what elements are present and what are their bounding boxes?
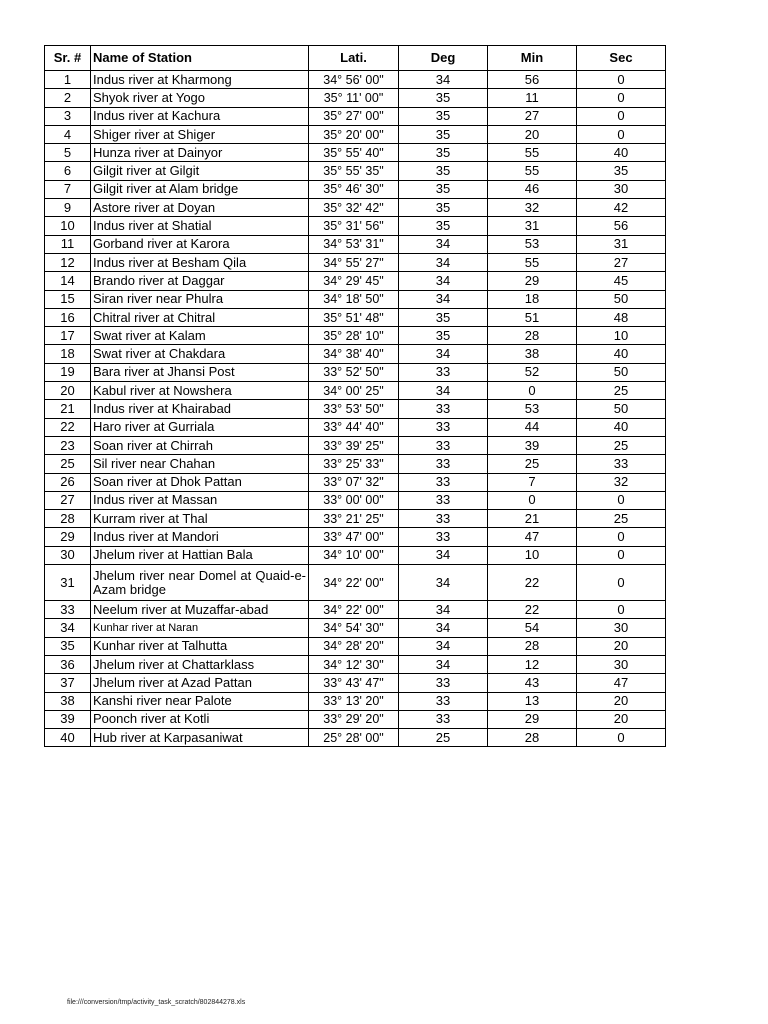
cell-sr: 10 [45,217,91,235]
cell-minutes: 28 [488,729,577,747]
table-row [45,619,666,637]
cell-sr: 31 [45,565,91,601]
cell-seconds: 50 [577,290,666,308]
cell-seconds: 0 [577,601,666,619]
cell-station-name: Gilgit river at Alam bridge [91,180,309,198]
cell-latitude: 34° 12' 30" [309,655,399,673]
cell-degrees: 34 [399,382,488,400]
cell-degrees: 33 [399,510,488,528]
cell-station-name: Neelum river at Muzaffar-abad [91,601,309,619]
table-row [45,180,666,198]
cell-sr: 16 [45,308,91,326]
cell-station-name: Sil river near Chahan [91,455,309,473]
cell-station-name: Swat river at Chakdara [91,345,309,363]
header-sr: Sr. # [45,46,91,71]
table-row [45,272,666,290]
cell-sr: 29 [45,528,91,546]
table-row [45,71,666,89]
cell-latitude: 33° 13' 20" [309,692,399,710]
cell-minutes: 54 [488,619,577,637]
cell-latitude: 33° 43' 47" [309,674,399,692]
cell-degrees: 34 [399,345,488,363]
cell-station-name: Swat river at Kalam [91,327,309,345]
cell-minutes: 25 [488,455,577,473]
table-row [45,162,666,180]
table-row [45,308,666,326]
cell-degrees: 33 [399,400,488,418]
cell-seconds: 0 [577,565,666,601]
cell-degrees: 35 [399,327,488,345]
cell-degrees: 34 [399,253,488,271]
cell-sr: 33 [45,601,91,619]
cell-degrees: 35 [399,217,488,235]
cell-degrees: 33 [399,674,488,692]
table-row [45,400,666,418]
table-row [45,327,666,345]
cell-seconds: 0 [577,491,666,509]
cell-minutes: 0 [488,491,577,509]
cell-seconds: 48 [577,308,666,326]
cell-degrees: 34 [399,235,488,253]
header-min: Min [488,46,577,71]
cell-degrees: 35 [399,308,488,326]
cell-degrees: 34 [399,601,488,619]
cell-latitude: 33° 07' 32" [309,473,399,491]
cell-station-name: Soan river at Chirrah [91,436,309,454]
cell-seconds: 40 [577,345,666,363]
cell-seconds: 50 [577,363,666,381]
table-row [45,491,666,509]
cell-degrees: 34 [399,71,488,89]
cell-station-name: Kabul river at Nowshera [91,382,309,400]
cell-degrees: 33 [399,418,488,436]
cell-minutes: 55 [488,144,577,162]
cell-seconds: 45 [577,272,666,290]
cell-station-name: Indus river at Kharmong [91,71,309,89]
table-row [45,345,666,363]
cell-latitude: 25° 28' 00" [309,729,399,747]
cell-degrees: 34 [399,546,488,564]
cell-station-name: Indus river at Khairabad [91,400,309,418]
cell-sr: 17 [45,327,91,345]
cell-minutes: 39 [488,436,577,454]
cell-station-name: Brando river at Daggar [91,272,309,290]
cell-minutes: 21 [488,510,577,528]
cell-latitude: 34° 10' 00" [309,546,399,564]
cell-latitude: 34° 54' 30" [309,619,399,637]
cell-station-name: Jhelum river at Hattian Bala [91,546,309,564]
cell-sr: 37 [45,674,91,692]
cell-seconds: 0 [577,729,666,747]
cell-latitude: 34° 22' 00" [309,601,399,619]
table-row [45,89,666,107]
cell-seconds: 50 [577,400,666,418]
table-row [45,655,666,673]
cell-station-name: Astore river at Doyan [91,199,309,217]
cell-station-name: Shyok river at Yogo [91,89,309,107]
cell-seconds: 42 [577,199,666,217]
cell-latitude: 34° 53' 31" [309,235,399,253]
cell-station-name: Poonch river at Kotli [91,710,309,728]
cell-minutes: 47 [488,528,577,546]
cell-seconds: 27 [577,253,666,271]
cell-minutes: 22 [488,565,577,601]
cell-degrees: 35 [399,180,488,198]
cell-station-name: Gilgit river at Gilgit [91,162,309,180]
table-row [45,710,666,728]
cell-sr: 40 [45,729,91,747]
cell-latitude: 35° 46' 30" [309,180,399,198]
cell-degrees: 35 [399,89,488,107]
cell-sr: 11 [45,235,91,253]
cell-minutes: 12 [488,655,577,673]
cell-degrees: 34 [399,637,488,655]
cell-degrees: 35 [399,162,488,180]
cell-station-name: Haro river at Gurriala [91,418,309,436]
cell-minutes: 0 [488,382,577,400]
cell-latitude: 33° 25' 33" [309,455,399,473]
cell-sr: 27 [45,491,91,509]
cell-station-name: Indus river at Kachura [91,107,309,125]
table-row [45,510,666,528]
cell-latitude: 33° 53' 50" [309,400,399,418]
cell-station-name: Soan river at Dhok Pattan [91,473,309,491]
cell-degrees: 33 [399,473,488,491]
cell-degrees: 34 [399,655,488,673]
cell-sr: 34 [45,619,91,637]
table-body [45,71,666,747]
cell-station-name: Kanshi river near Palote [91,692,309,710]
cell-seconds: 0 [577,89,666,107]
cell-latitude: 35° 32' 42" [309,199,399,217]
cell-degrees: 35 [399,125,488,143]
cell-station-name: Gorband river at Karora [91,235,309,253]
cell-minutes: 13 [488,692,577,710]
cell-latitude: 33° 29' 20" [309,710,399,728]
table-row [45,363,666,381]
cell-station-name: Indus river at Shatial [91,217,309,235]
cell-seconds: 0 [577,546,666,564]
cell-seconds: 20 [577,637,666,655]
cell-latitude: 34° 38' 40" [309,345,399,363]
cell-sr: 9 [45,199,91,217]
cell-seconds: 31 [577,235,666,253]
cell-station-name: Indus river at Besham Qila [91,253,309,271]
cell-sr: 20 [45,382,91,400]
cell-sr: 18 [45,345,91,363]
cell-station-name: Kurram river at Thal [91,510,309,528]
cell-minutes: 56 [488,71,577,89]
header-sec: Sec [577,46,666,71]
cell-degrees: 33 [399,710,488,728]
cell-minutes: 28 [488,637,577,655]
cell-minutes: 46 [488,180,577,198]
table-row [45,436,666,454]
cell-sr: 15 [45,290,91,308]
table-row [45,565,666,601]
cell-sr: 21 [45,400,91,418]
cell-minutes: 7 [488,473,577,491]
table-row [45,674,666,692]
cell-sr: 5 [45,144,91,162]
cell-sr: 1 [45,71,91,89]
table-row [45,217,666,235]
cell-minutes: 18 [488,290,577,308]
table-row [45,528,666,546]
file-path-footer: file:///conversion/tmp/activity_task_scratch/802844278.xls [67,999,246,1006]
cell-seconds: 56 [577,217,666,235]
cell-degrees: 33 [399,692,488,710]
cell-seconds: 25 [577,382,666,400]
cell-sr: 4 [45,125,91,143]
cell-station-name: Kunhar river at Talhutta [91,637,309,655]
cell-minutes: 38 [488,345,577,363]
table-row [45,235,666,253]
cell-sr: 12 [45,253,91,271]
cell-latitude: 34° 28' 20" [309,637,399,655]
cell-seconds: 47 [577,674,666,692]
cell-sr: 19 [45,363,91,381]
cell-station-name: Indus river at Massan [91,491,309,509]
table-row [45,382,666,400]
cell-seconds: 30 [577,180,666,198]
cell-sr: 38 [45,692,91,710]
cell-station-name: Kunhar river at Naran [91,619,309,637]
cell-sr: 35 [45,637,91,655]
cell-sr: 30 [45,546,91,564]
cell-sr: 6 [45,162,91,180]
cell-seconds: 30 [577,619,666,637]
cell-minutes: 43 [488,674,577,692]
cell-minutes: 53 [488,235,577,253]
cell-degrees: 33 [399,528,488,546]
cell-latitude: 34° 00' 25" [309,382,399,400]
cell-seconds: 35 [577,162,666,180]
cell-seconds: 0 [577,71,666,89]
cell-sr: 14 [45,272,91,290]
cell-latitude: 33° 21' 25" [309,510,399,528]
cell-minutes: 44 [488,418,577,436]
table-row [45,729,666,747]
header-row [45,46,666,71]
cell-latitude: 34° 55' 27" [309,253,399,271]
cell-degrees: 34 [399,619,488,637]
cell-sr: 26 [45,473,91,491]
cell-latitude: 34° 29' 45" [309,272,399,290]
cell-degrees: 33 [399,491,488,509]
cell-station-name: Bara river at Jhansi Post [91,363,309,381]
cell-minutes: 31 [488,217,577,235]
cell-latitude: 35° 11' 00" [309,89,399,107]
cell-station-name: Chitral river at Chitral [91,308,309,326]
cell-minutes: 29 [488,710,577,728]
cell-degrees: 33 [399,455,488,473]
cell-seconds: 33 [577,455,666,473]
cell-latitude: 34° 18' 50" [309,290,399,308]
cell-degrees: 34 [399,290,488,308]
cell-sr: 3 [45,107,91,125]
table-row [45,418,666,436]
cell-sr: 7 [45,180,91,198]
cell-seconds: 0 [577,107,666,125]
cell-seconds: 40 [577,418,666,436]
cell-latitude: 33° 39' 25" [309,436,399,454]
table-row [45,637,666,655]
cell-latitude: 33° 44' 40" [309,418,399,436]
cell-degrees: 34 [399,272,488,290]
cell-sr: 25 [45,455,91,473]
cell-degrees: 35 [399,199,488,217]
cell-degrees: 34 [399,565,488,601]
cell-station-name: Jhelum river at Chattarklass [91,655,309,673]
cell-latitude: 35° 55' 35" [309,162,399,180]
cell-latitude: 35° 20' 00" [309,125,399,143]
cell-station-name: Siran river near Phulra [91,290,309,308]
cell-latitude: 33° 00' 00" [309,491,399,509]
cell-station-name: Jhelum river at Azad Pattan [91,674,309,692]
table-row [45,473,666,491]
cell-minutes: 29 [488,272,577,290]
cell-seconds: 32 [577,473,666,491]
cell-seconds: 20 [577,710,666,728]
table-row [45,601,666,619]
cell-seconds: 25 [577,510,666,528]
cell-latitude: 33° 47' 00" [309,528,399,546]
cell-minutes: 55 [488,162,577,180]
cell-station-name: Hunza river at Dainyor [91,144,309,162]
cell-seconds: 0 [577,528,666,546]
cell-seconds: 10 [577,327,666,345]
table-row [45,455,666,473]
cell-minutes: 55 [488,253,577,271]
cell-station-name: Shiger river at Shiger [91,125,309,143]
cell-minutes: 22 [488,601,577,619]
table-row [45,107,666,125]
cell-degrees: 33 [399,436,488,454]
cell-minutes: 32 [488,199,577,217]
cell-minutes: 10 [488,546,577,564]
cell-minutes: 20 [488,125,577,143]
cell-sr: 28 [45,510,91,528]
header-lat: Lati. [309,46,399,71]
cell-degrees: 35 [399,144,488,162]
cell-minutes: 52 [488,363,577,381]
cell-minutes: 28 [488,327,577,345]
cell-station-name: Indus river at Mandori [91,528,309,546]
cell-latitude: 33° 52' 50" [309,363,399,381]
cell-latitude: 35° 51' 48" [309,308,399,326]
cell-station-name: Hub river at Karpasaniwat [91,729,309,747]
cell-minutes: 53 [488,400,577,418]
cell-latitude: 35° 28' 10" [309,327,399,345]
cell-minutes: 51 [488,308,577,326]
cell-sr: 2 [45,89,91,107]
cell-seconds: 20 [577,692,666,710]
cell-degrees: 33 [399,363,488,381]
table-row [45,546,666,564]
table-row [45,199,666,217]
table-row [45,144,666,162]
cell-latitude: 35° 31' 56" [309,217,399,235]
cell-sr: 36 [45,655,91,673]
cell-sr: 22 [45,418,91,436]
cell-degrees: 25 [399,729,488,747]
stations-table [44,45,666,747]
header-name: Name of Station [91,46,309,71]
table-row [45,290,666,308]
cell-sr: 23 [45,436,91,454]
cell-sr: 39 [45,710,91,728]
table-row [45,253,666,271]
cell-degrees: 35 [399,107,488,125]
cell-minutes: 11 [488,89,577,107]
cell-minutes: 27 [488,107,577,125]
cell-seconds: 25 [577,436,666,454]
cell-seconds: 30 [577,655,666,673]
cell-latitude: 35° 27' 00" [309,107,399,125]
cell-seconds: 0 [577,125,666,143]
cell-station-name: Jhelum river near Domel at Quaid-e-Azam bridge [91,565,309,601]
table-row [45,692,666,710]
header-deg: Deg [399,46,488,71]
cell-latitude: 34° 22' 00" [309,565,399,601]
table-row [45,125,666,143]
cell-seconds: 40 [577,144,666,162]
cell-latitude: 34° 56' 00" [309,71,399,89]
cell-latitude: 35° 55' 40" [309,144,399,162]
